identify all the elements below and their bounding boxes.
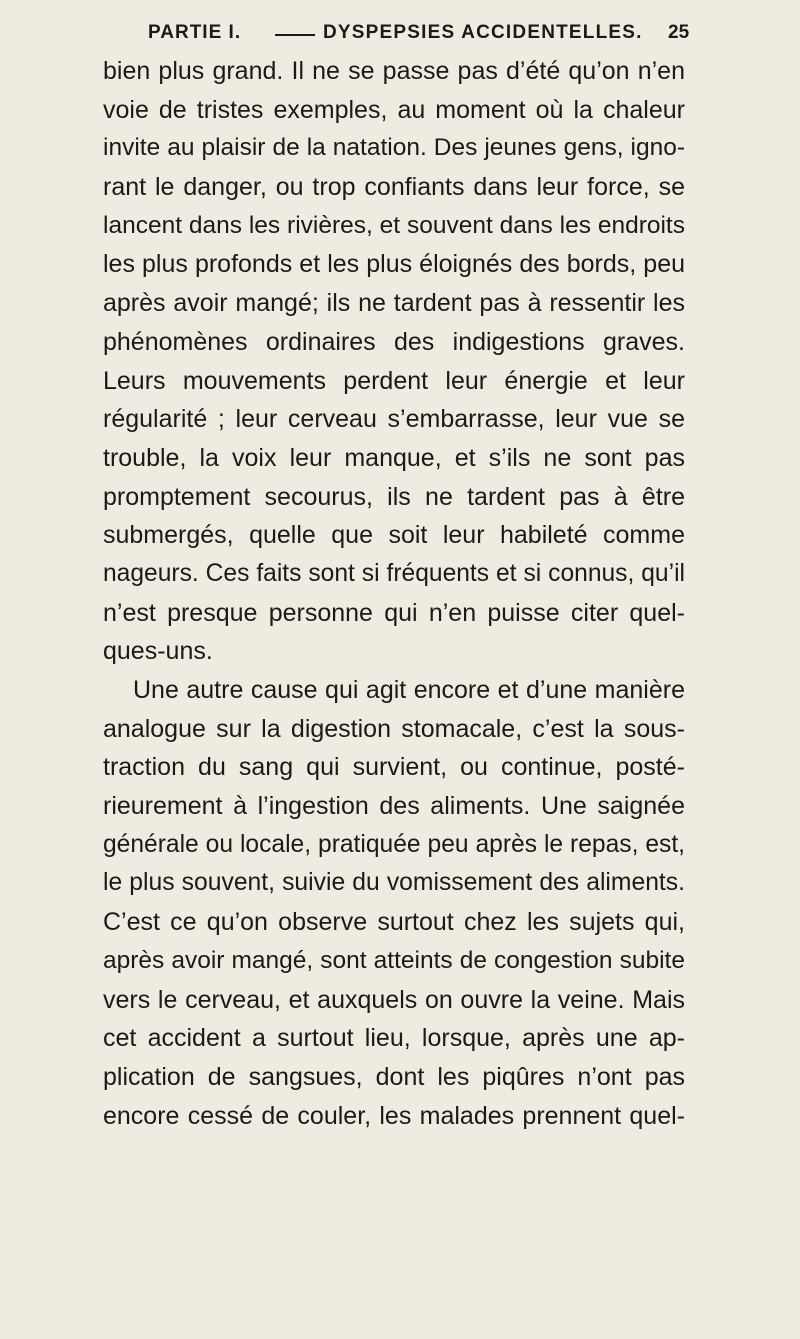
text-line: le plus souvent, suivie du vomissement des aliments. — [103, 869, 685, 897]
text-line: plication de sangsues, dont les piqûres n’ont pas — [103, 1062, 685, 1091]
text-line: invite au plaisir de la natation. Des jeunes gens, igno- — [103, 134, 685, 162]
text-line: analogue sur la digestion stomacale, c’est la sous- — [103, 714, 685, 743]
text-line: vers le cerveau, et auxquels on ouvre la veine. Mais — [103, 985, 685, 1014]
text-line: promptement secourus, ils ne tardent pas à être — [103, 482, 685, 511]
page-number: 25 — [668, 22, 690, 43]
part-label: PARTIE I. — [148, 22, 242, 43]
text-line: nageurs. Ces faits sont si fréquents et si connus, qu’il — [103, 559, 685, 587]
paragraph-end-line: ques-uns. — [103, 637, 213, 666]
text-line: rant le danger, ou trop confiants dans leur force, se — [103, 173, 685, 202]
text-line: voie de tristes exemples, au moment où la chaleur — [103, 95, 685, 124]
text-line: submergés, quelle que soit leur habileté comme — [103, 521, 685, 550]
text-line: traction du sang qui survient, ou continue, posté- — [103, 753, 685, 782]
text-line: phénomènes ordinaires des indigestions graves. — [103, 327, 685, 356]
running-head — [0, 22, 800, 52]
paragraph-start-line: Une autre cause qui agit encore et d’une manière — [133, 676, 685, 704]
text-line: C’est ce qu’on observe surtout chez les sujets qui, — [103, 908, 685, 937]
text-line: après avoir mangé; ils ne tardent pas à ressentir les — [103, 289, 685, 318]
header-dash — [275, 34, 315, 36]
text-line: générale ou locale, pratiquée peu après le repas, est, — [103, 830, 685, 858]
body-text — [103, 52, 685, 1135]
text-line: encore cessé de couler, les malades prennent quel- — [103, 1101, 685, 1130]
text-line: après avoir mangé, sont atteints de congestion subite — [103, 946, 685, 974]
text-line: régularité ; leur cerveau s’embarrasse, leur vue se — [103, 405, 685, 434]
text-line: bien plus grand. Il ne se passe pas d’été qu’on n’en — [103, 57, 685, 85]
chapter-title: DYSPEPSIES ACCIDENTELLES. — [323, 22, 643, 43]
text-line: les plus profonds et les plus éloignés des bords, peu — [103, 250, 685, 279]
text-line: cet accident a surtout lieu, lorsque, après une ap- — [103, 1024, 685, 1053]
text-line: rieurement à l’ingestion des aliments. Une saignée — [103, 792, 685, 821]
text-line: n’est presque personne qui n’en puisse citer quel- — [103, 598, 685, 627]
text-line: Leurs mouvements perdent leur énergie et leur — [103, 366, 685, 395]
text-line: trouble, la voix leur manque, et s’ils ne sont pas — [103, 443, 685, 472]
text-line: lancent dans les rivières, et souvent dans les endroits — [103, 211, 685, 239]
